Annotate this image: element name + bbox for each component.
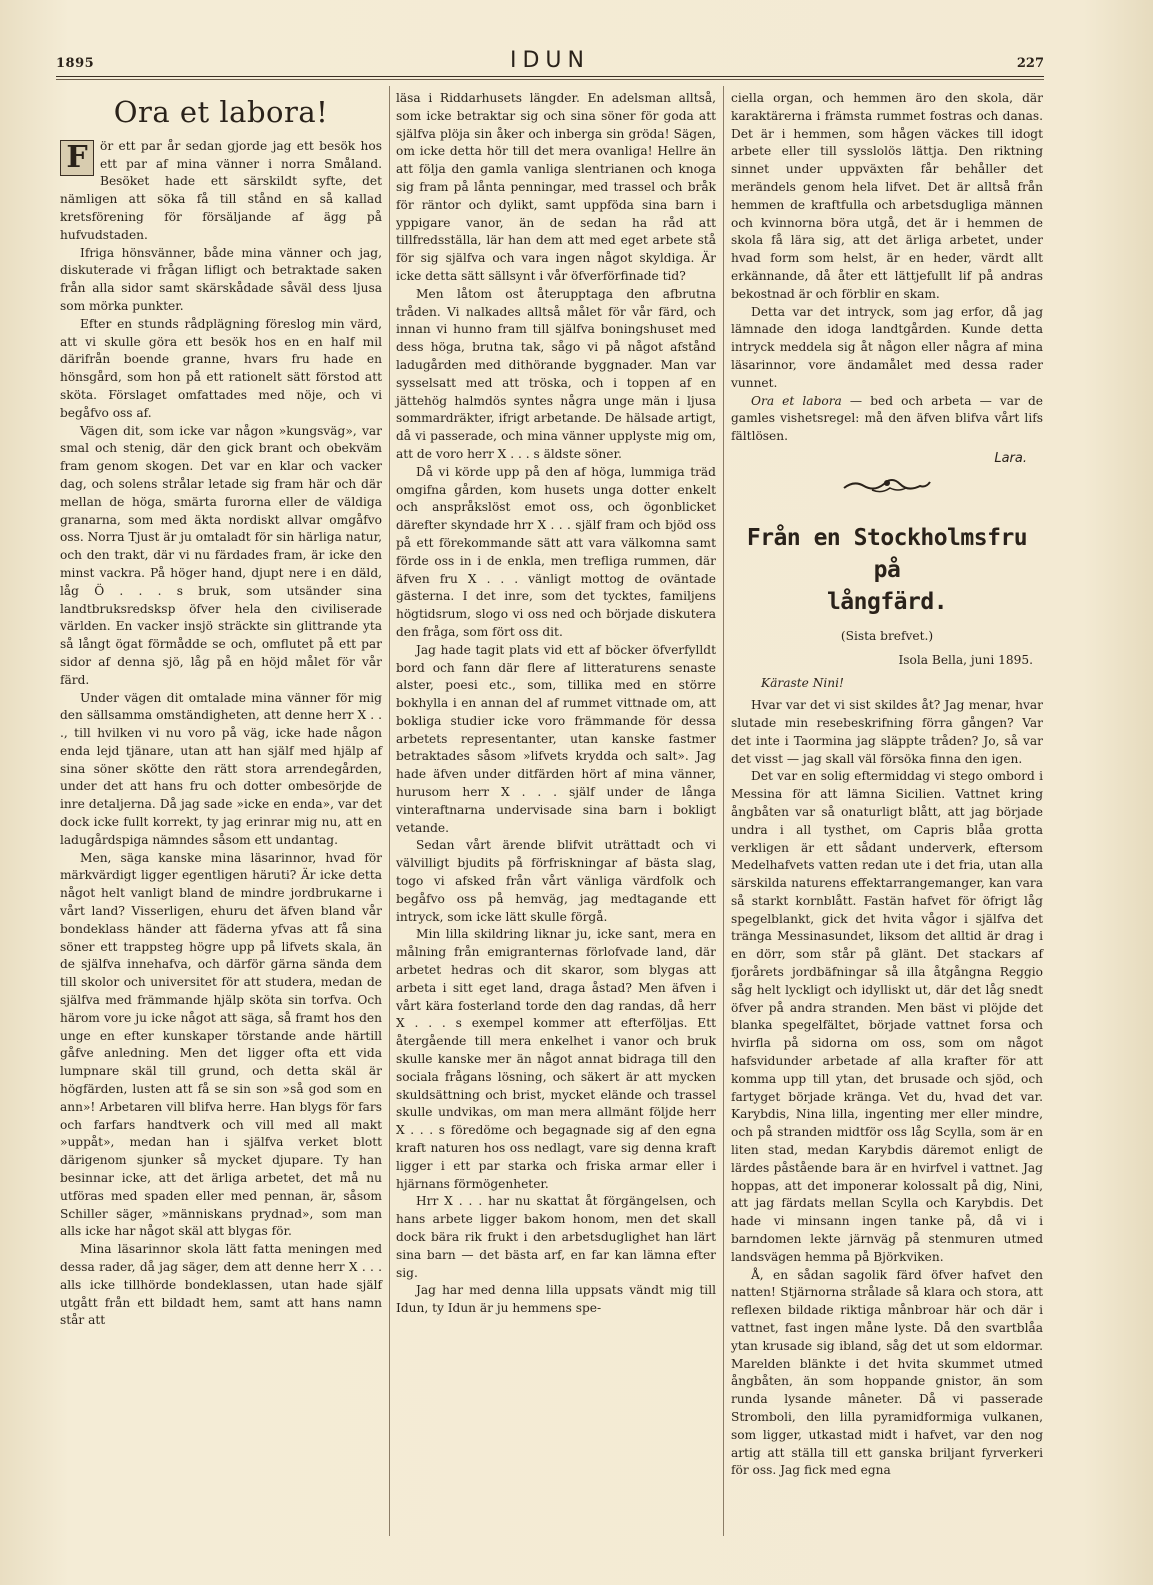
article-paragraph: Vägen dit, som icke var någon »kungsväg», var smal och stenig, där den gick brant och obekväm fram genom skogen. Det var en klar och vacker dag, och solens strålar letade sig fram här och där mellan de höga, smärta furorna eller de väldiga granarna, som med äkta nordiskt allvar omgåfvo oss. Norra Tjust är ju omtaladt för sin härliga natur, och den trakt, där vi nu färdades fram, är icke den minst vackra. På höger hand, djupt nere i en däld, låg Ö . . . s bruk, som utsänder sina landtbruksredsksp öfver hela den civiliserade världen. En vacker insjö sträckte sin glittrande yta så långt ögat förmådde se och, omflutet på ett par sidor af denna sjö, låg på en höjd målet för vår färd. — [60, 423, 382, 687]
dropcap: F — [60, 140, 94, 176]
article-paragraph: Hvar var det vi sist skildes åt? Jag menar, hvar slutade min resebeskrifning förra gången? Var det inte i Taormina jag släppte tråden? Jo, så var det visst — jag skall väl försöka finna den igen. — [731, 698, 1043, 766]
article-paragraph: Min lilla skildring liknar ju, icke sant, mera en målning från emigranternas förlofvade land, där arbetet hedras och dit skaror, som blygas att arbeta i sitt eget land, draga åstad? Men äfven i vårt kära fosterland torde den dag randas, då herr X . . . s exempel kommer att efterföljas. Ett återgående till mera enkelhet i vanor och bruk skulle kanske mer än något annat bidraga till den sociala frågans lösning, och säkert är att mycken skuldsättning och brist, mycket elände och trassel skulle undvikas, om man mera allmänt följde herr X . . . s föredöme och begagnade sig af den egna kraft naturen hos oss nedlagt, vare sig denna kraft ligger i ett par starka och friska armar eller i hjärnans förmögenheter. — [396, 927, 716, 1191]
column-divider-2 — [723, 86, 724, 1536]
article-paragraph: F ör ett par år sedan gjorde jag ett besök hos ett par af mina vänner i norra Småland. Besöket hade ett särskildt syfte, det nämligen att söka få till stånd en så kallad kretsförening för försäljande af ägg på hufvudstaden. — [60, 138, 382, 242]
column-divider-1 — [389, 86, 390, 1536]
article-paragraph: Mina läsarinnor skola lätt fatta meningen med dessa rader, då jag säger, dem att denne herr X . . . alls icke tillhörde bondeklassen, utan hade själf utgått från ett bildadt hem, samt att hans namn står att — [60, 1242, 382, 1328]
article-paragraph: Sedan vårt ärende blifvit uträttadt och vi välvilligt bjudits på förfriskningar af bästa slag, togo vi afsked från vårt vänliga värdfolk och begåfvo oss på hemväg, jag medtagande ett intryck, som icke lätt skulle förgå. — [396, 838, 716, 924]
article-paragraph: Efter en stunds rådplägning föreslog min värd, att vi skulle göra ett besök hos en en half mil därifrån boende granne, hvars fru hade en hönsgård, som hon på ett rationelt sätt förstod att sköta. Förslaget omfattades med nöje, och vi begåfvo oss af. — [60, 316, 382, 420]
article-paragraph: Men, säga kanske mina läsarinnor, hvad för märkvärdigt ligger egentligen häruti? Är icke detta något helt vanligt bland de mindre jordbrukarne i vårt land? Visserligen, ehuru det äfven bland vår bondeklass händer att fäderna yfvas att få sina söner ett trappsteg högre upp på lifvets skala, än de själfva innehafva, och därför gärna sända dem till skolor och universitet för att studera, medan de själfva med främmande hjälp sköta sin torfva. Och härom vore ju icke något att säga, så framt hos den unge en efter kunskaper törstande ande härtill gåfve anledning. Men det ligger ofta ett vida lumpnare skäl till grund, och detta skäl är högfärden, lusten att få se sin son »så god som en ann»! Arbetaren vill blifva herre. Han blygs för fars och farfars handtverk och vill med all makt »uppåt», medan han i själfva verket blott därigenom sjunker så mycket djupare. Ty han besinnar icke, att det ärliga arbetet, det må nu utföras med spaden eller med pennan, är, såsom Schiller säger, »människans prydnad», som man alls icke har något skäl att blygas för. — [60, 850, 382, 1239]
motto-rest: — bed och arbeta — var de gamles vishetsregel: må den äfven blifva vårt lifs fältlösen. — [731, 393, 1043, 444]
article-paragraph: läsa i Riddarhusets längder. En adelsman alltså, som icke betraktar sig och sina söner för goda att själfva plöja sin åker och inberga sin gröda! Sägen, om icke detta hör till det mera ovanliga! Hellre än att följa den gamla vanliga slentrianen och knoga sig fram på lånta penningar, med trassel och bråk för räntor och dylikt, samt uppföda sina barn i yppigare vanor, än de sedan ha råd att tillfredsställa, lär han dem att med eget arbete stå för sig själfva och vara ingen något skyldiga. Är icke detta sätt sällsynt i vår öfverförfinade tid? — [396, 91, 716, 283]
article-paragraph: Det var en solig eftermiddag vi stego ombord i Messina för att lämna Sicilien. Vattnet kring ångbåten var så onaturligt blått, att jag började undra i all tysthet, om Capris blåa grotta verkligen är ett sådant underverk, eftersom Medelhafvets vatten redan ute i det fria, utan alla särskilda naturens effektarrangemanger, kan vara så starkt kornblått. Fastän hafvet för öfrigt låg spegelblankt, gick det hvita vågor i själfva det tränga Messinasundet, liksom det alltid är drag i en dörr, som står på glänt. Det stackars af fjorårets jordbäfningar så illa åtgångna Reggio såg helt lyckligt och idylliskt ut, där det låg snedt öfver på andra stranden. Men bäst vi plöjde det blanka spegelfältet, började vattnet forsa och hvirfla på sidorna om oss, som om något hafsvidunder arbetade af alla krafter för att komma upp till ytan, det brusade och sjöd, och fartyget började kränga. Vet du, hvad det var. Karybdis, Nina lilla, ingenting mer eller mindre, och på stranden midtför oss låg Scylla, som är en liten stad, medan Karybdis däremot enligt de lärdes påstående bara är en hvirfvel i vattnet. Jag hoppas, att det imponerar kolossalt på dig, Nini, att jag färdats mellan Scylla och Karybdis. Det hade vi minsann ingen tanke på, då vi i barndomen lekte järnväg på stenmuren utmed landsvägen hemma på Björkviken. — [731, 769, 1043, 1264]
column-2 — [396, 90, 716, 1318]
header-rule-secondary — [56, 79, 1044, 80]
article2-title-line2: långfärd. — [826, 588, 948, 615]
header-rule — [56, 76, 1044, 77]
author-signature: Lara. — [994, 450, 1027, 466]
article-paragraph: Detta var det intryck, som jag erfor, då jag lämnade den idoga landtgården. Kunde detta intryck meddela sig åt någon eller några af mina läsarinnor, vore ändamålet med dessa rader vunnet. — [731, 304, 1043, 390]
column-1 — [60, 90, 382, 1330]
ornament-divider-icon — [731, 474, 1043, 500]
header-year: 1895 — [56, 56, 95, 71]
column-3 — [731, 90, 1043, 1480]
header-title: IDUN — [510, 48, 590, 73]
article2-title — [731, 522, 1043, 618]
article2-salutation: Käraste Nini! — [761, 676, 844, 691]
article-paragraph: Men låtom ost återupptaga den afbrutna tråden. Vi nalkades alltså målet för vår färd, och innan vi hunno fram till själfva boningshuset med dess höga, brutna tak, sågo vi på något afstånd ladugården med dithörande byggnader. Man var sysselsatt med att tröska, och i toppen af en jättehög halmdös syntes några unge män i ljusa sommardräkter, ifrigt arbetande. De hälsade artigt, då vi passerade, och mina vänner upplyste mig om, att de voro herr X . . . s äldste söner. — [396, 286, 716, 461]
article-paragraph: Ifriga hönsvänner, både mina vänner och jag, diskuterade vi frågan lifligt och betraktade saken från alla sidor samt skärskådade såväl dess ljusa som mörka punkter. — [60, 245, 382, 313]
article-paragraph: Hrr X . . . har nu skattat åt förgängelsen, och hans arbete ligger bakom honom, men det skall dock bära rik frukt i den arbetsduglighet han lärt sina barn — det bästa arf, en far kan lämna efter sig. — [396, 1194, 716, 1280]
article-title: Ora et labora! — [113, 95, 329, 129]
article-paragraph: Jag har med denna lilla uppsats vändt mig till Idun, ty Idun är ju hemmens spe- — [396, 1283, 716, 1316]
header-page-number: 227 — [1016, 56, 1044, 71]
article-paragraph: Å, en sådan sagolik färd öfver hafvet den natten! Stjärnorna strålade så klara och stora, att reflexen bildade riktiga månbroar här och där i vattnet, fast ingen måne lyste. Då den svartblåa ytan krusade sig ibland, såg det ut som eldormar. Marelden blänkte i det hvita skummet utmed ångbåten, än som hoppande gnistor, än som runda lysande mâneter. Då vi passerade Stromboli, den lilla pyramidformiga vulkanen, som ligger, utkastad midt i hafvet, var den nog artig att ställa till ett ganska briljant fyrverkeri för oss. Jag fick med egna — [731, 1267, 1043, 1478]
page-header — [56, 48, 1044, 76]
article-paragraph: ciella organ, och hemmen äro den skola, där karaktärerna i främsta rummet fostras och danas. Det är i hemmen, som hågen väckes till idogt arbete eller till sysslolös lättja. Den riktning sinnet under uppväxten får behåller det merändels genom hela lifvet. Det är alltså från hemmen de kraftfulla och arbetsdugliga männen och kvinnorna böra utgå, det är i hemmen de skola få lära sig, att det ärliga arbetet, under hvad form som helst, är en heder, värdt allt erkännande, då åter ett lättjefullt lif på andras bekostnad är och förblir en skam. — [731, 91, 1043, 301]
article2-dateline: Isola Bella, juni 1895. — [898, 652, 1033, 667]
article2-subtitle: (Sista brefvet.) — [840, 628, 934, 643]
article-paragraph: Jag hade tagit plats vid ett af böcker öfverfylldt bord och fann där flere af litteraturens senaste alster, poesi etc., som, tillika med en större bokhylla i en annan del af rummet vittnade om, att bokliga studier icke voro främmande för dessa arbetets representanter, utan kanske fastmer betraktades såsom »lifvets krydda och salt». Jag hade äfven under ditfärden hört af mina vänner, hurusom herr X . . . själf under de långa vinteraftnarna undervisade sina barn i bokligt vetande. — [396, 642, 716, 835]
motto-italic: Ora et labora — [751, 393, 842, 408]
article-motto — [731, 393, 1043, 446]
article-paragraph: Under vägen dit omtalade mina vänner för mig den sällsamma omständigheten, att denne herr X . . ., till hvilken vi nu voro på väg, icke hade någon enda lejd tjänare, utan att han själf med hjälp af sina söner skötte den rätt stora arrendegården, under det att hans fru och dotter ombesörjde de inre detaljerna. Då jag sade »icke en enda», var det dock icke fullt korrekt, ty jag erinrar mig nu, att en ladugårdspiga nämndes såsom ett undantag. — [60, 690, 382, 847]
article2-title-line1: Från en Stockholmsfru på — [746, 524, 1028, 583]
article-paragraph: Då vi körde upp på den af höga, lummiga träd omgifna gården, kom husets unga dotter enkelt och anspråkslöst emot oss, och ögonblicket därefter skyndade hrr X . . . själf fram och bjöd oss på ett förekommande sätt att vara välkomna samt förde oss in i de enkla, men trefliga rummen, där äfven fru X . . . vänligt mottog de oväntade gästerna. I det inre, som det tycktes, familjens högtidsrum, slogo vi oss ned och började diskutera den fråga, som fört oss dit. — [396, 464, 716, 639]
